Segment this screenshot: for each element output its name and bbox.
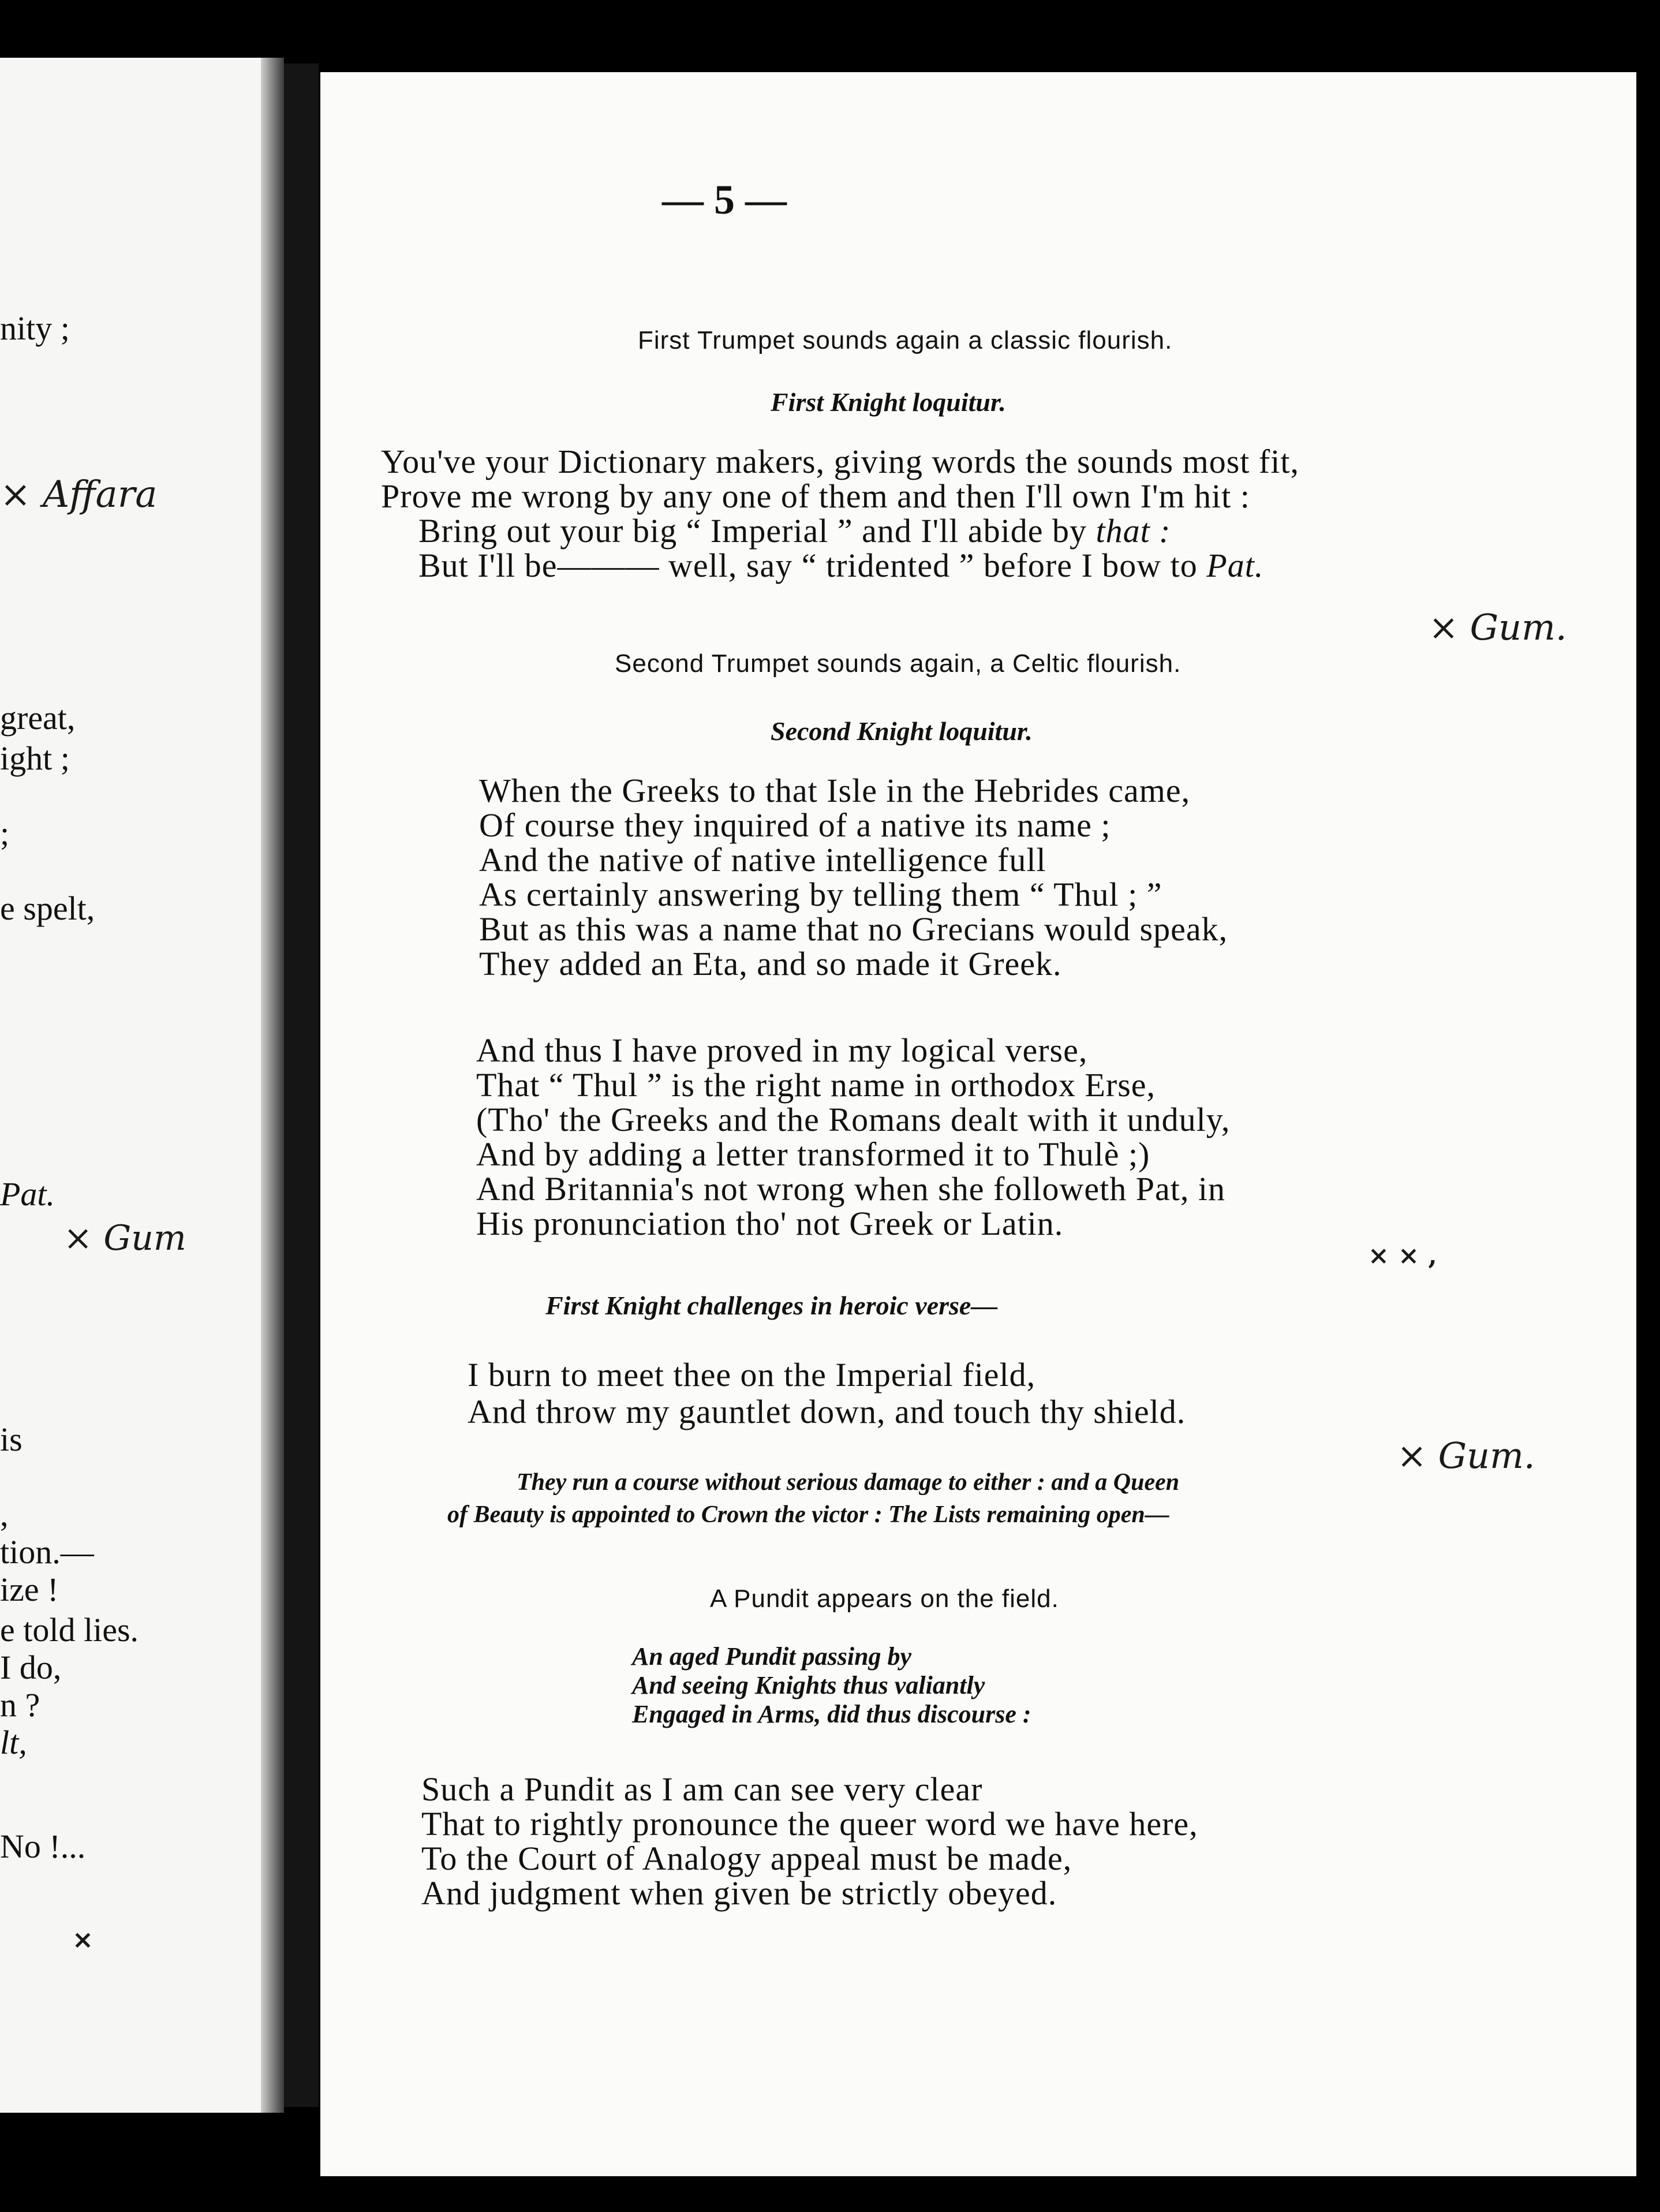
speaker-cue-second-knight: Second Knight loquitur. (771, 716, 1033, 746)
x-mark-icon: × (72, 1925, 94, 1955)
left-fragment: nity ; (0, 309, 70, 347)
handwritten-annotation: × Gum (63, 1218, 186, 1258)
handwritten-annotation: × Gum. (1397, 1434, 1535, 1477)
handwritten-annotation: × Affara (0, 473, 158, 516)
verse-line: And seeing Knights thus valiantly (632, 1671, 985, 1699)
verse-line: You've your Dictionary makers, giving words the sounds most fit, (381, 443, 1299, 480)
stage-direction-pundit: A Pundit appears on the field. (710, 1585, 1059, 1613)
verse-line: And throw my gauntlet down, and touch thy shield. (468, 1393, 1186, 1430)
left-fragment: ; (0, 814, 10, 852)
verse-line: And Britannia's not wrong when she followeth Pat, in (476, 1170, 1226, 1208)
verse-second-knight-continued (476, 1033, 1230, 1241)
left-fragment: lt, (0, 1724, 27, 1761)
verse-line: They added an Eta, and so made it Greek. (479, 945, 1062, 982)
left-fragment: Pat. (0, 1175, 55, 1213)
verse-second-knight (479, 774, 1228, 981)
left-fragment: , (0, 1496, 9, 1533)
left-fragment: ight ; (0, 739, 70, 777)
speaker-cue-first-knight: First Knight loquitur. (771, 387, 1006, 417)
page-number: — 5 — (662, 177, 787, 223)
verse-line: (Tho' the Greeks and the Romans dealt with it unduly, (476, 1101, 1231, 1138)
stage-line: They run a course without serious damage to either : and a Queen (517, 1469, 1180, 1496)
verse-line-text: But I'll be——— well, say “ tridented ” before I bow to (418, 547, 1198, 584)
verse-line: His pronunciation tho' not Greek or Latin. (476, 1205, 1064, 1242)
verse-line: Such a Pundit as I am can see very clear (421, 1770, 983, 1808)
verse-line: When the Greeks to that Isle in the Hebrides came, (479, 772, 1191, 809)
verse-challenge (468, 1357, 1186, 1430)
left-fragment: great, (0, 699, 76, 737)
handwritten-annotation: × × , (1368, 1241, 1437, 1271)
verse-line: That to rightly pronounce the queer word we have here, (421, 1805, 1198, 1843)
left-fragment: I do, (0, 1649, 62, 1686)
verse-line: Prove me wrong by any one of them and then I'll own I'm hit : (381, 477, 1250, 515)
verse-line: But as this was a name that no Grecians would speak, (479, 910, 1228, 948)
verse-line (381, 514, 1299, 548)
verse-first-knight (381, 444, 1299, 583)
verse-line: An aged Pundit passing by (632, 1642, 912, 1671)
left-fragment: tion.— (0, 1533, 94, 1571)
stage-direction-course (447, 1466, 1179, 1531)
left-page (0, 58, 268, 2113)
left-fragment: ize ! (0, 1571, 59, 1608)
stage-direction-first-trumpet: First Trumpet sounds again a classic flourish. (638, 326, 1173, 354)
verse-pundit (421, 1772, 1198, 1911)
verse-line: To the Court of Analogy appeal must be made, (421, 1840, 1072, 1877)
book-spine (284, 63, 319, 2107)
stage-line: of Beauty is appointed to Crown the victor : The Lists remaining open— (447, 1501, 1169, 1528)
verse-line: And by adding a letter transformed it to Thulè ;) (476, 1135, 1150, 1173)
verse-line: And judgment when given be strictly obeyed. (421, 1874, 1057, 1912)
verse-line: And the native of native intelligence full (479, 841, 1046, 879)
speaker-cue-first-knight-challenge: First Knight challenges in heroic verse— (545, 1291, 998, 1320)
verse-line (381, 548, 1299, 583)
verse-line-text: Bring out your big “ Imperial ” and I'll abide by (418, 512, 1087, 550)
verse-line: Of course they inquired of a native its name ; (479, 806, 1111, 844)
page-gutter-shadow (261, 58, 284, 2113)
verse-line: I burn to meet thee on the Imperial field, (468, 1356, 1036, 1393)
verse-line-italic: that : (1096, 512, 1171, 550)
left-fragment: e told lies. (0, 1611, 139, 1649)
verse-line: That “ Thul ” is the right name in orthodox Erse, (476, 1066, 1156, 1104)
verse-line: As certainly answering by telling them “ Thul ; ” (479, 876, 1162, 913)
left-fragment: is (0, 1421, 23, 1458)
verse-line-italic: Pat. (1206, 547, 1264, 584)
left-fragment: n ? (0, 1686, 40, 1724)
stage-direction-second-trumpet: Second Trumpet sounds again, a Celtic flourish. (615, 649, 1182, 678)
verse-pundit-intro (632, 1642, 1031, 1729)
left-fragment: e spelt, (0, 890, 95, 927)
verse-line: Engaged in Arms, did thus discourse : (632, 1700, 1031, 1728)
left-fragment: No !... (0, 1828, 86, 1865)
verse-line: And thus I have proved in my logical verse, (476, 1032, 1088, 1069)
handwritten-annotation: × Gum. (1429, 606, 1567, 648)
